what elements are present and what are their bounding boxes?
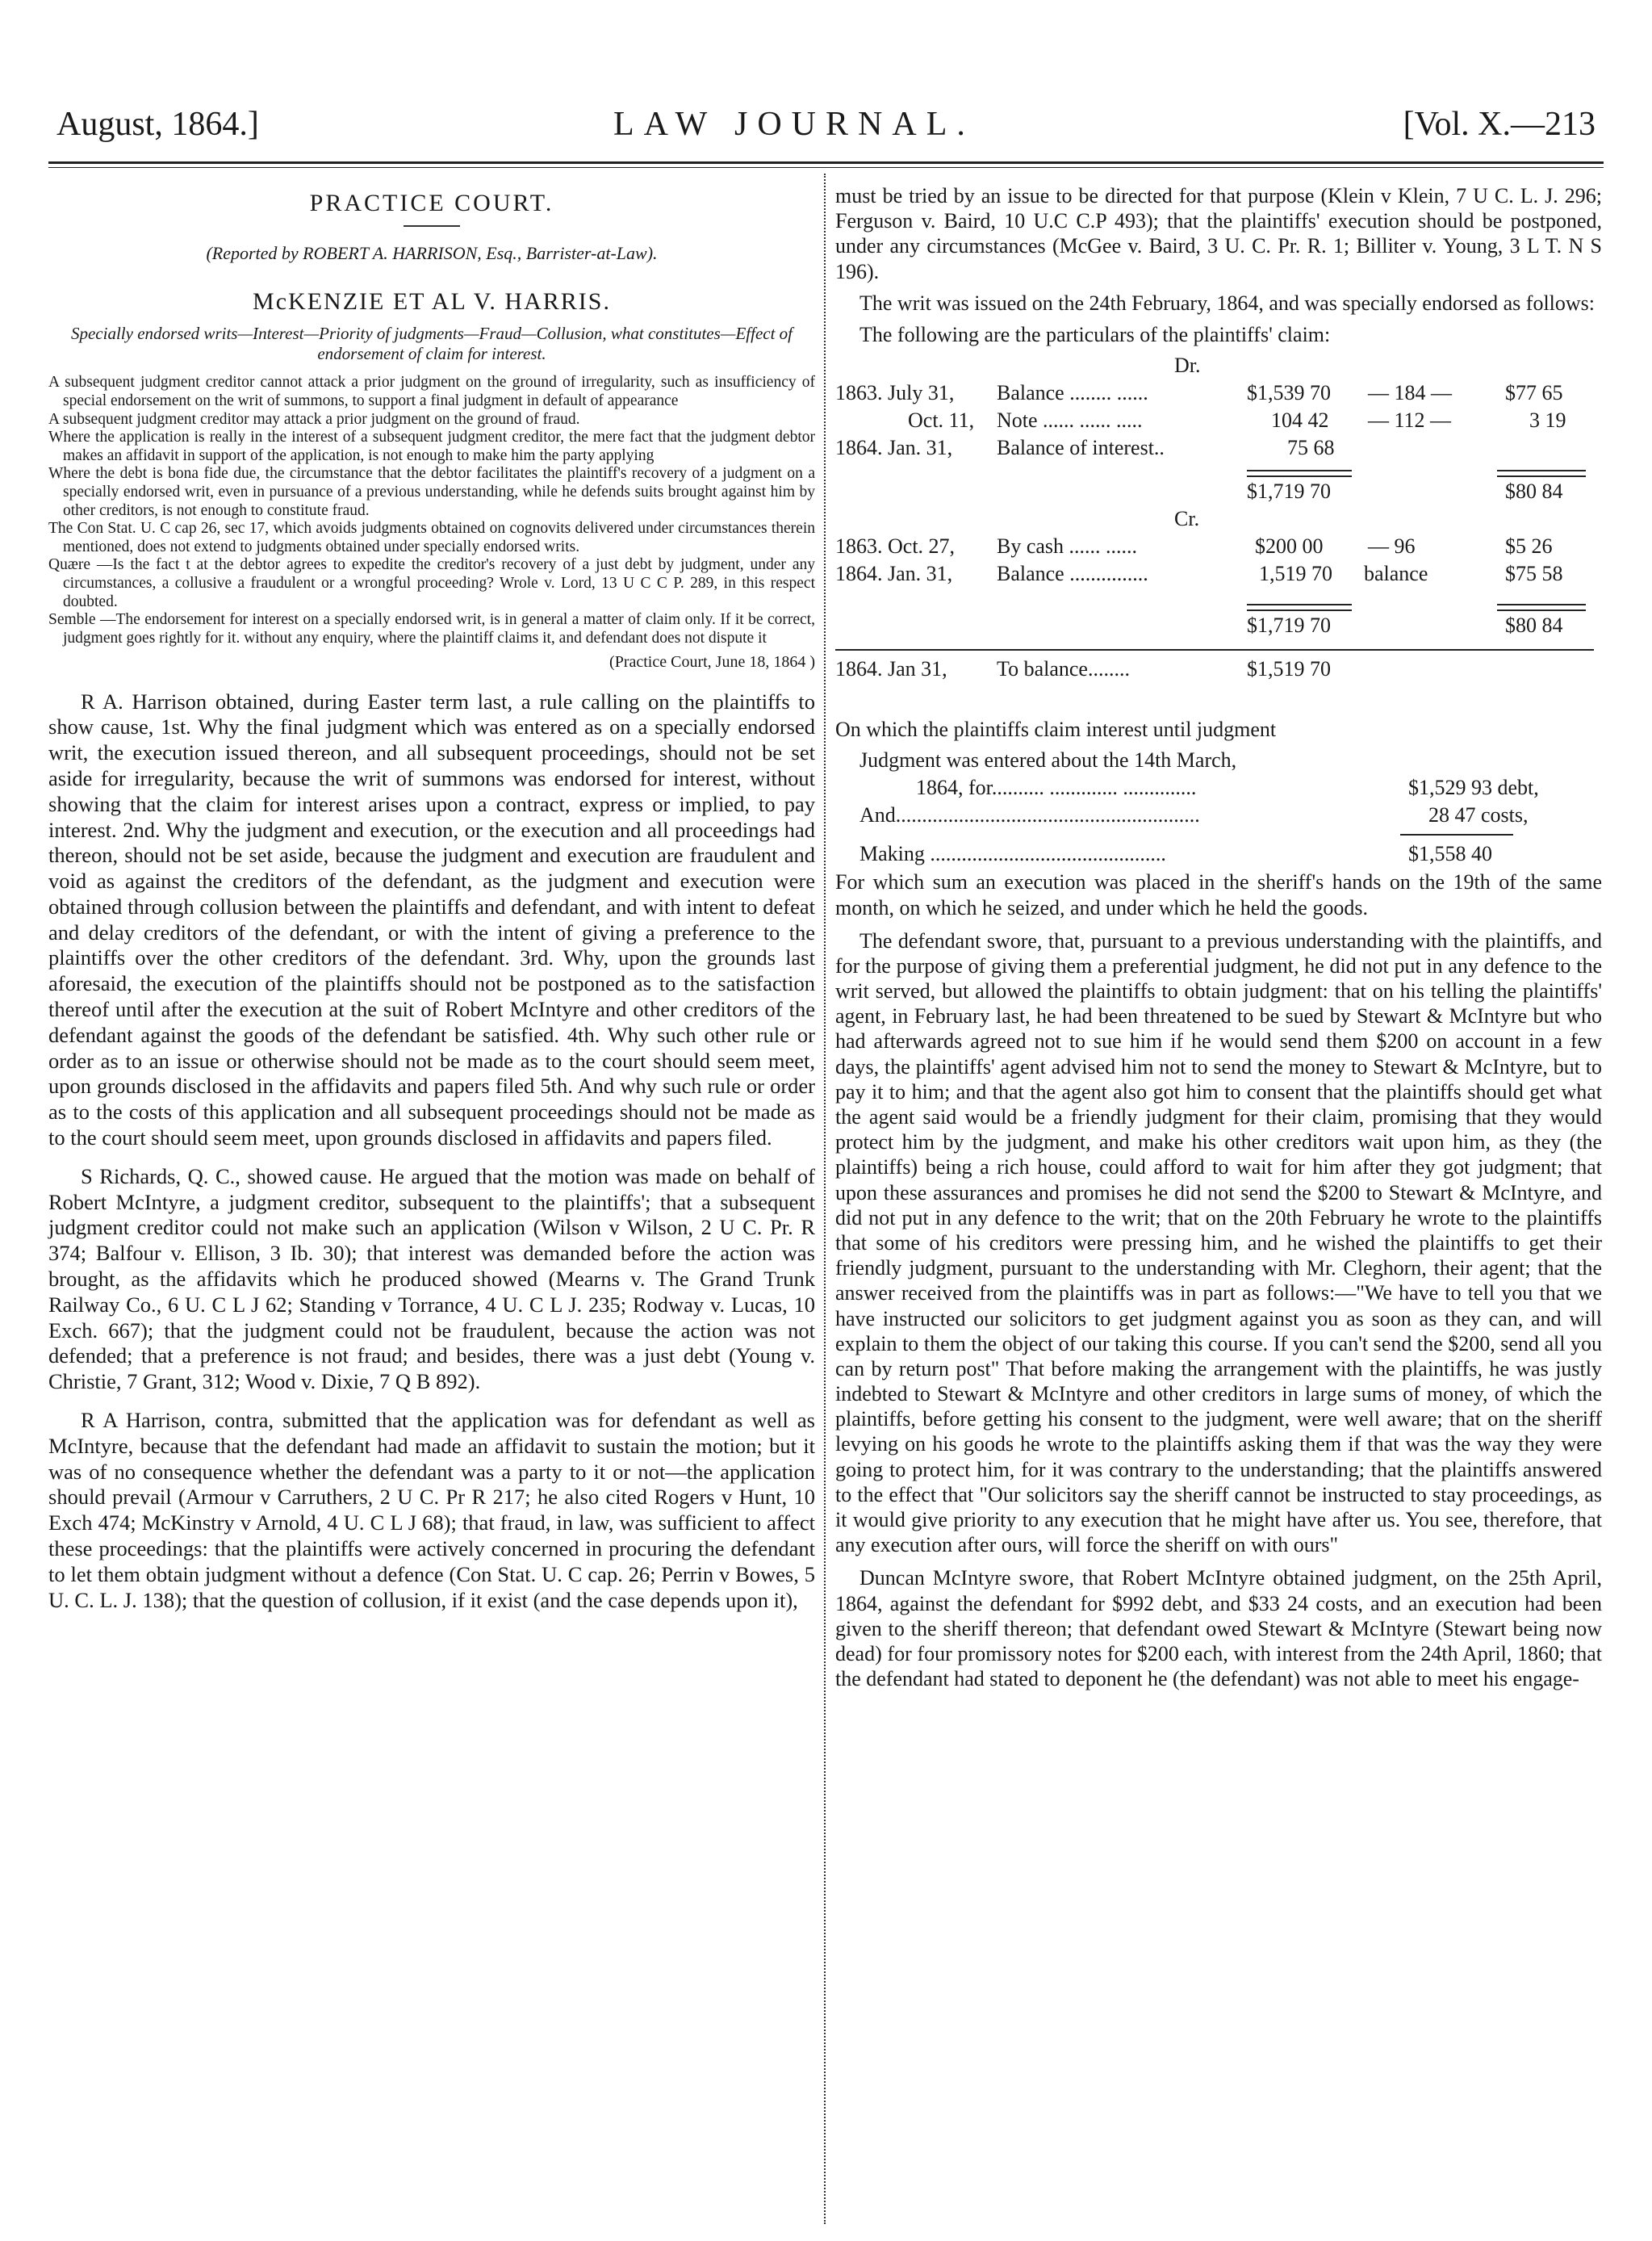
body-paragraph: S Richards, Q. C., showed cause. He argued that the motion was made on behalf of Robert McIntyre, a judgment creditor, subsequent to the plaintiffs'; that a subsequent judgment creditor could not make such an application (Wilson v Wilson, 2 U C. Pr. R 374; Balfour v. Ellison, 3 Ib. 30); that interest was demanded before the action was brought, as the affidavits which he produced showed (Mearns v. The Grand Trunk Railway Co., 6 U. C L J 62; Standing v Torrance, 4 U. C L J. 235; Rodway v. Lucas, 10 Exch. 667); that the judgment could not be fraudulent, because the action was not defended; that a preference is not fraud; and besides, there was a just debt (Young v. Christie, 7 Grant, 312; Wood v. Dixie, 7 Q B 892). [48,1163,815,1394]
total-row [835,480,1602,507]
judgment-row [835,776,1602,803]
headnote: Where the debt is bona fide due, the circumstance that the debtor facilitates the plaintiff's recovery of a judgment on a specially endorsed writ, even in pursuance of a previous understanding, while he defends suits brought against him by other creditors, is not enough to constitute fraud. [48,465,815,519]
header-rule [48,161,1604,164]
total-row [835,614,1602,641]
body-paragraph: Duncan McIntyre swore, that Robert McIntyre obtained judgment, on the 25th April, 1864, against the defendant for $992 debt, and $33 24 costs, and an execution had been given to the sheriff thereon; that defendant owed Stewart & McIntyre (Stewart being now dead) for four promissory notes for $200 each, with interest from the 24th April, 1860; that the defendant had stated to deponent he (the defendant) was not able to meet his engage- [835,1566,1602,1691]
balance-row [835,657,1602,685]
particulars-heading: The following are the particulars of the plaintiffs' claim: [859,322,1331,346]
row-date: Oct. 11, [908,408,975,433]
right-column [835,174,1602,2241]
row-days: — 184 — [1368,381,1452,405]
row-date: 1864. Jan. 31, [835,562,953,586]
body-paragraph: On which the plaintiffs claim interest until judgment [835,718,1277,742]
credit-heading: Cr. [1174,507,1200,531]
judgment-amount: 28 47 costs, [1428,803,1529,827]
headnote: Quære —Is the fact t at the debtor agrees to expedite the creditor's recovery of a just debt by judgment, under any circumstances, a collusive a fraudulent or a wrongful proceeding? Wrole v. Lord, 13 U C C P. 289, in this respect doubted. [48,556,815,610]
judgment-row [835,803,1602,831]
row-amount: 75 68 [1287,436,1335,460]
court-title: PRACTICE COURT. [309,190,554,216]
row-date: 1863. July 31, [835,381,955,405]
judgment-row [835,842,1602,869]
body-paragraph: R A Harrison, contra, submitted that the application was for defendant as well as McIntyre, because that the defendant had made an affidavit to sustain the motion; but it was of no consequence whether the defendant was a party to it or not—the application should prevail (Armour v Carruthers, 2 U C. Pr R 217; he also cited Rogers v Hunt, 10 Exch 474; McKinstry v Arnold, 4 U. C L J 68); that fraud, in law, was sufficient to affect these proceedings: that the plaintiffs were actively concerned in procuring the defendant to let them obtain judgment without a defence (Con Stat. U. C cap. 26; Perrin v Bowes, 5 U. C. L. J. 138); that the question of collusion, if it exist (and the case depends upon it), [48,1408,815,1612]
judgment-line: Judgment was entered about the 14th March, [859,748,1237,773]
header-volume-page: [Vol. X.—213 [1403,106,1596,143]
headnote: Semble —The endorsement for interest on a specially endorsed writ, is in general a matter of claim only. If it be correct, judgment goes rightly for it. without any enquiry, where the plaintiff claims it, and defendant does not dispute it [48,611,815,647]
row-amount: 104 42 [1271,408,1329,433]
row-amount: $1,519 70 [1247,657,1331,681]
left-column [48,174,815,2241]
title-rule [404,225,460,227]
judgment-line: 1864, for.......... ............. .............. [916,776,1197,800]
account-row [835,381,1602,408]
body-paragraph: For which sum an execution was placed in the sheriff's hands on the 19th of the same month, on which he seized, and under which he held the goods. [835,870,1602,919]
case-title: McKENZIE ET AL V. HARRIS. [253,288,611,315]
row-desc: To balance........ [997,657,1130,681]
account-row [835,408,1602,436]
row-date: 1863. Oct. 27, [835,534,956,559]
row-desc: Balance ........ ...... [997,381,1148,405]
row-desc: Note ...... ...... ..... [997,408,1143,433]
reporter-line: (Reported by ROBERT A. HARRISON, Esq., Barrister-at-Law). [206,243,658,263]
row-amount: 1,519 70 [1259,562,1332,586]
credit-total: $1,719 70 [1247,614,1331,638]
account-row [835,534,1602,562]
interest-total: $80 84 [1505,614,1563,638]
row-interest: $5 26 [1505,534,1553,559]
table-rule [835,649,1594,651]
sum-rule [1497,604,1586,611]
row-desc: Balance of interest.. [997,436,1165,460]
interest-total: $80 84 [1505,480,1563,504]
judgment-amount: $1,529 93 debt, [1408,776,1539,800]
body-paragraph: The writ was issued on the 24th February, 1864, and was specially endorsed as follows: [859,291,1596,315]
body-paragraph: The defendant swore, that, pursuant to a previous understanding with the plaintiffs, and for the purpose of giving them a preferential judgment, he did not put in any defence to the writ served, but allowed the plaintiffs to obtain judgment: that on his telling the plaintiffs' agent, in February last, he had been threatened to be sued by Stewart & McIntyre but who had afterwards agreed not to sue him if he would send them $200 on account in a few days, the plaintiffs' agent advised him not to send the money to Stewart & McIntyre, but to pay it to him; and that the agent also got him to consent that the plaintiffs should get what the agent said would be a friendly judgment for their claim, promising that they would protect him by the judgment, and make his other creditors wait upon him, as they (the plaintiffs) being a rich house, could afford to wait for him after they got judgment; that upon these assurances and promises he did not send the $200 to Stewart & McIntyre, and did not put in any defence to the writ; that on the 20th February he wrote to the plaintiffs that some of his creditors were pressing him, and he wished the plaintiffs to get their friendly judgment, pursuant to the understanding with Mr. Cleghorn, their agent; that the answer received from the plaintiffs was in part as follows:—"We have to tell you that we have instructed our solicitors to get judgment against you as soon as they can, and will explain to them the object of our taking this course. If you can't send the $200, send all you can by return post" That before making the arrangement with the plaintiffs, he was justly indebted to Stewart & McIntyre and other creditors in large sums of money, of which the plaintiffs, before getting his consent to the judgment, were well aware; that on the sheriff levying on his goods he wrote to the plaintiffs asking them if that was the way they were going to protect him, for it was contrary to the understanding; that the plaintiffs answered to the effect that "Our solicitors say the sheriff cannot be instructed to stay proceedings, as it would give priority to any execution that he might have after us. You see, therefore, that any execution after ours, will force the sheriff on with ours" [835,928,1602,1557]
sum-rule [1497,470,1586,477]
body-paragraph: R A. Harrison obtained, during Easter term last, a rule calling on the plaintiffs to show cause, 1st. Why the final judgment which was entered as on a specially endorsed writ, the execution issued thereon, and all subsequent proceedings, should not be set aside for irregularity, because the writ of summons was endorsed for interest, without showing that the claim for interest arises upon a contract, express or implied, to pay interest. 2nd. Why the judgment and execution, or the execution and all proceedings had thereon, should not be set aside, because the judgment and execution are fraudulent and void as against the creditors of the defendant, as the judgment and execution were obtained through collusion between the plaintiffs and defendant, and with intent to defeat and delay creditors of the defendant, or with the intent of giving a preference to the plaintiffs over the other creditors of the defendant. 3rd. Why, upon the grounds last aforesaid, the execution of the plaintiffs should not be postponed as to the satisfaction thereof until after the execution at the suit of Robert McIntyre and other creditors of the defendant against the goods of the defendant be satisfied. 4th. Why such other rule or order as to an issue or otherwise should not be made as to the court should seem meet, upon grounds disclosed in the affidavits and papers filed 5th. And why such rule or order as to the costs of this application and all subsequent proceedings should not be made as to the court should seem meet, upon grounds disclosed in affidavits and papers filed. [48,689,815,1150]
judgment-table [835,748,1602,869]
headnote: A subsequent judgment creditor may attack a prior judgment on the ground of fraud. [48,410,580,428]
row-interest: $75 58 [1505,562,1563,586]
debit-heading: Dr. [1174,354,1201,378]
row-date: 1864. Jan. 31, [835,436,953,460]
header-date: August, 1864.] [56,106,259,143]
row-amount: $200 00 [1255,534,1324,559]
row-interest: 3 19 [1529,408,1566,433]
row-desc: By cash ...... ...... [997,534,1138,559]
judgment-amount: $1,558 40 [1408,842,1492,866]
headnote: The Con Stat. U. C cap 26, sec 17, which avoids judgments obtained on cognovits delivered under circumstances therein mentioned, does not extend to judgments obtained under specially endorsed writs. [48,520,815,555]
account-table [835,354,1602,717]
row-days: — 96 [1368,534,1416,559]
sum-rule [1400,834,1513,836]
row-interest: $77 65 [1505,381,1563,405]
headnote-date: (Practice Court, June 18, 1864 ) [609,652,815,671]
headnote-topic: Specially endorsed writs—Interest—Priority of judgments—Fraud—Collusion, what constitutes—Effect of endorsement of claim for interest. [70,324,793,364]
judgment-line: Making ............................................. [859,842,1166,866]
account-row [835,562,1602,597]
debit-total: $1,719 70 [1247,480,1331,504]
judgment-line: And.......................................................... [859,803,1200,827]
sum-rule [1247,470,1352,477]
row-desc: Balance ............... [997,562,1148,586]
sum-rule [1247,604,1352,611]
headnote: Where the application is really in the interest of a subsequent judgment creditor, the mere fact that the judgment debtor makes an affidavit in support of the application, is not enough to make him the party applying [48,429,815,464]
row-days: — 112 — [1368,408,1452,433]
account-row [835,436,1602,463]
header-journal-title: LAW JOURNAL. [613,106,975,143]
row-amount: $1,539 70 [1247,381,1331,405]
row-days: balance [1364,562,1428,586]
headnote: A subsequent judgment creditor cannot attack a prior judgment on the ground of irregularity, such as insufficiency of special endorsement on the writ of summons, to support a final judgment in default of appearance [48,374,815,409]
header-rule-thin [48,167,1604,168]
body-paragraph: must be tried by an issue to be directed for that purpose (Klein v Klein, 7 U C. L. J. 296; Ferguson v. Baird, 10 U.C C.P 493); that the plaintiffs' execution should be postponed, under any circumstances (McGee v. Baird, 3 U. C. Pr. R. 1; Billiter v. Young, 3 L T. N S 196). [835,184,1602,283]
row-date: 1864. Jan 31, [835,657,947,681]
column-divider [824,174,826,2224]
